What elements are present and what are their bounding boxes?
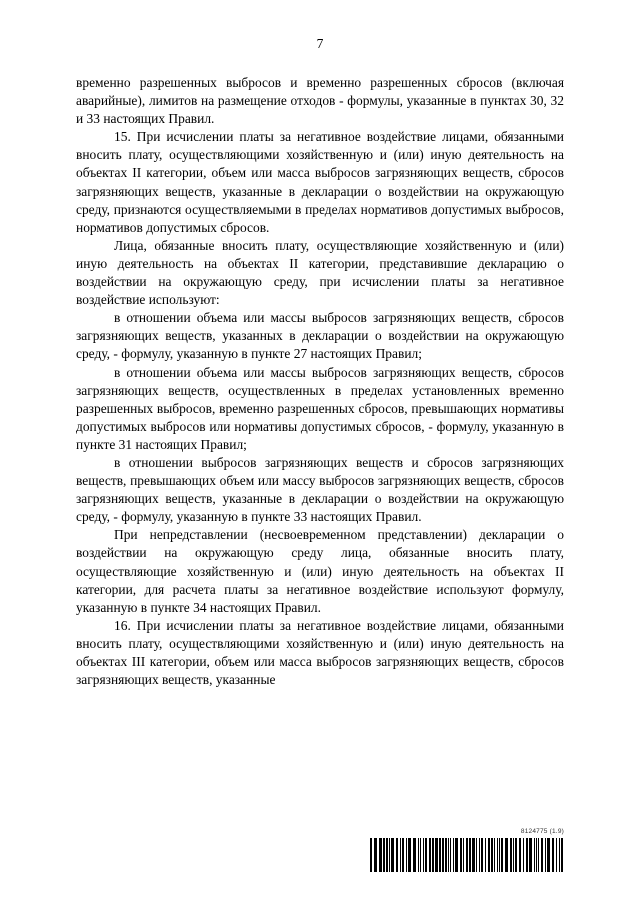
document-code: 8124775 (1.9) — [520, 828, 564, 835]
paragraph-item-16: 16. При исчислении платы за негативное воздействие лицами, обязанными вносить плату, осуществляющими хозяйственную и (или) иную деятельность на объектах III категории, объем или масса выбросов загрязняющих веществ, сбросов загрязняющих веществ, указанные — [76, 617, 564, 688]
paragraph-formula-34: При непредставлении (несвоевременном представлении) декларации о воздействии на окружающую среду лица, обязанные вносить плату, осуществляющие хозяйственную и (или) иную деятельность на объектах II категории, для расчета платы за негативное воздействие используют формулу, указанную в пункте 34 настоящих Правил. — [76, 527, 564, 615]
paragraph-declarants: Лица, обязанные вносить плату, осуществляющие хозяйственную и (или) иную деятельность на объектах II категории, представившие декларацию о воздействии на окружающую среду, при исчислении платы за негативное воздействие используют: — [76, 237, 564, 308]
paragraph-item-15: 15. При исчислении платы за негативное воздействие лицами, обязанными вносить плату, осуществляющими хозяйственную и (или) иную деятельность на объектах II категории, объем или масса выбросов загрязняющих веществ, сбросов загрязняющих веществ, указанные в декларации о воздействии на окружающую среду, признаются осуществляемыми в пределах нормативов допустимых выбросов, нормативов допустимых сбросов. — [76, 129, 564, 235]
paragraph-formula-33: в отношении выбросов загрязняющих веществ и сбросов загрязняющих веществ, превышающих объем или массу выбросов загрязняющих веществ, сбросов загрязняющих веществ, указанные в декларации о воздействии на окружающую среду, - формулу, указанную в пункте 33 настоящих Правил. — [76, 454, 564, 525]
document-body — [76, 74, 564, 689]
paragraph-formula-31: в отношении объема или массы выбросов загрязняющих веществ, сбросов загрязняющих веществ, осуществленных в пределах установленных временно разрешенных выбросов, временно разрешенных сбросов, превышающих нормативы допустимых выбросов или нормативы допустимых сбросов, - формулу, указанную в пункте 31 настоящих Правил; — [76, 364, 564, 452]
barcode-icon — [370, 838, 564, 872]
page-number: 7 — [316, 36, 324, 51]
paragraph-continuation: временно разрешенных выбросов и временно разрешенных сбросов (включая аварийные), лимитов на размещение отходов - формулы, указанные в пунктах 30, 32 и 33 настоящих Правил. — [76, 75, 564, 127]
paragraph-formula-27: в отношении объема или массы выбросов загрязняющих веществ, сбросов загрязняющих веществ, указанных в декларации о воздействии на окружающую среду, - формулу, указанную в пункте 27 настоящих Правил; — [76, 310, 564, 362]
